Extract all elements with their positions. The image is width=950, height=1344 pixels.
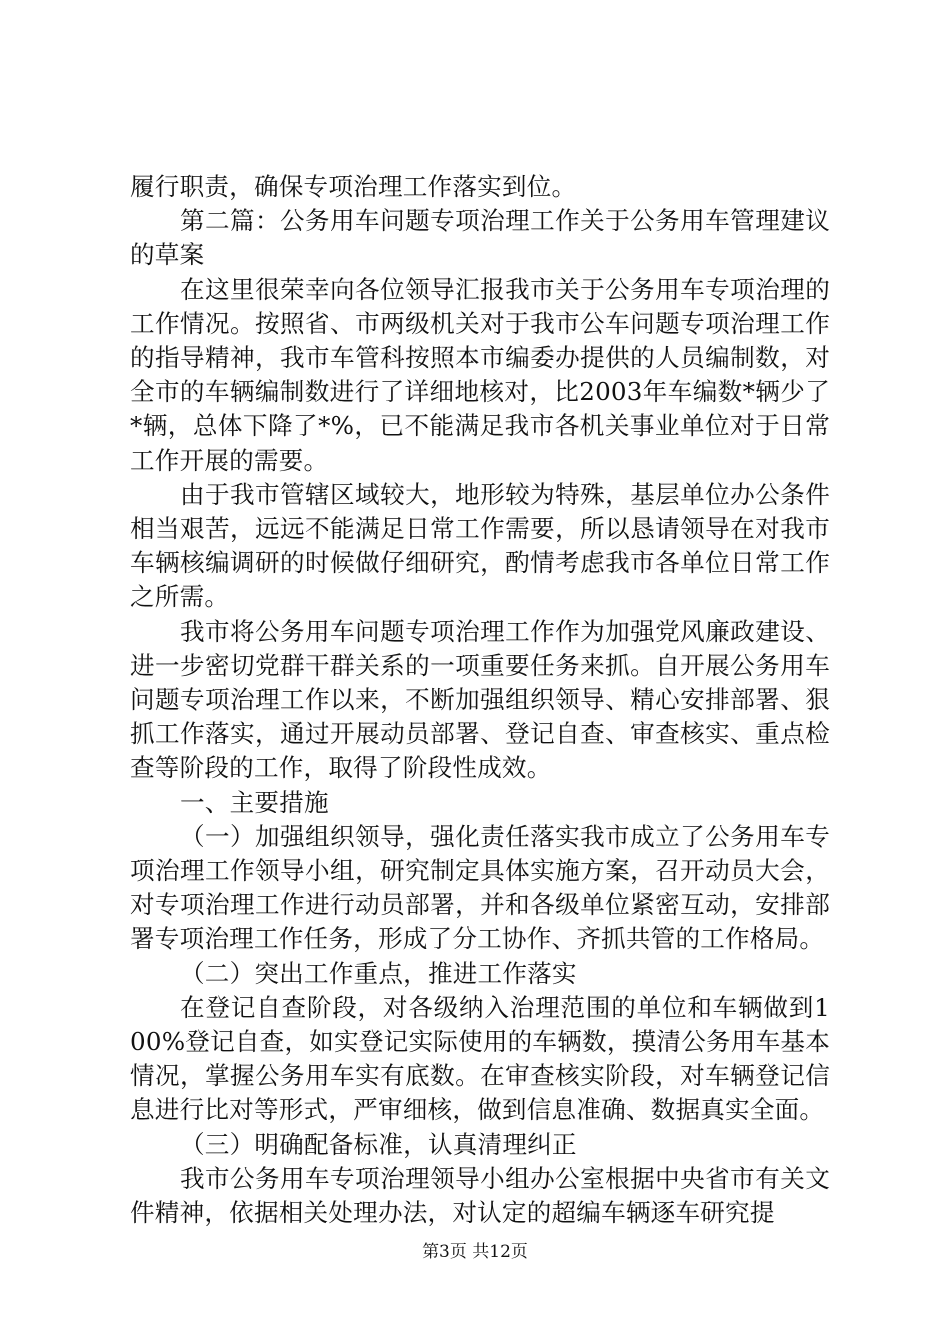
subsection-heading-3: （三）明确配备标准，认真清理纠正 (180, 1129, 577, 1159)
subsection-heading-2: （二）突出工作重点，推进工作落实 (180, 958, 577, 988)
page-number-footer: 第3页 共12页 (422, 1242, 528, 1262)
paragraph-3: 在这里很荣幸向各位领导汇报我市关于公务用车专项治理的工作情况。按照省、市两级机关对于我市公车问题专项治理工作的指导精神，我市车管科按照本市编委办提供的人员编制数，对全市的车辆编制数进行了详细地核对，比2003年车编数*辆少了*辆，总体下降了*%，已不能满足我市各机关事业单位对于日常工作开展的需要。 (130, 274, 830, 475)
paragraph-2-heading: 第二篇：公务用车问题专项治理工作关于公务用车管理建议的草案 (130, 206, 830, 270)
paragraph-7: （一）加强组织领导，强化责任落实我市成立了公务用车专项治理工作领导小组，研究制定具体实施方案，召开动员大会，对专项治理工作进行动员部署，并和各级单位紧密互动，安排部署专项治理工作任务，形成了分工协作、齐抓共管的工作格局。 (130, 821, 830, 954)
paragraph-9: 在登记自查阶段，对各级纳入治理范围的单位和车辆做到100%登记自查，如实登记实际使用的车辆数，摸清公务用车基本情况，掌握公务用车实有底数。在审查核实阶段，对车辆登记信息进行比对等形式，严审细核，做到信息准确、数据真实全面。 (130, 992, 830, 1125)
paragraph-4: 由于我市管辖区域较大，地形较为特殊，基层单位办公条件相当艰苦，远远不能满足日常工作需要，所以恳请领导在对我市车辆核编调研的时候做仔细研究，酌情考虑我市各单位日常工作之所需。 (130, 479, 830, 612)
section-heading-main-measures: 一、主要措施 (180, 787, 329, 817)
paragraph-5: 我市将公务用车问题专项治理工作作为加强党风廉政建设、进一步密切党群干群关系的一项重要任务来抓。自开展公务用车问题专项治理工作以来，不断加强组织领导、精心安排部署、狠抓工作落实，通过开展动员部署、登记自查、审查核实、重点检查等阶段的工作，取得了阶段性成效。 (130, 616, 830, 783)
document-body (130, 170, 830, 1230)
paragraph-1: 履行职责，确保专项治理工作落实到位。 (130, 172, 577, 201)
paragraph-11: 我市公务用车专项治理领导小组办公室根据中央省市有关文件精神，依据相关处理办法，对认定的超编车辆逐车研究提 (130, 1163, 830, 1228)
